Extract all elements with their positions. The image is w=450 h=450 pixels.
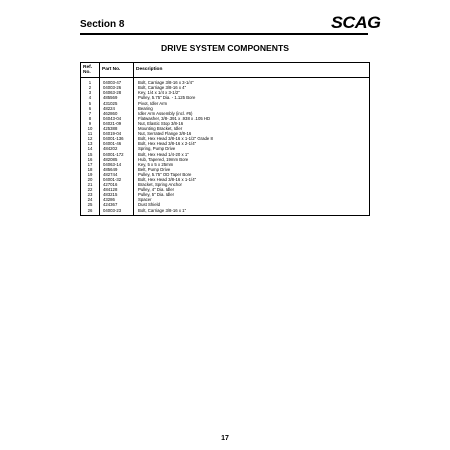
description-cell: Bolt, Hex Head 3/8-16 x 1-1/2" Grade 8 [134,136,370,141]
description-cell: Bolt, Carriage 3/8-16 x 3-1/4" [134,78,370,86]
description-cell: Pulley, 5.75" OD Taper Bore [134,172,370,177]
part-no-cell: 04003-47 [100,78,134,86]
ref-no-cell: 24 [81,197,100,202]
ref-no-cell: 25 [81,202,100,207]
ref-no-cell: 4 [81,95,100,100]
ref-no-cell: 14 [81,146,100,151]
part-no-cell: 04021-09 [100,121,134,126]
description-cell: Dust Shield [134,202,370,207]
part-no-cell: 484128 [100,187,134,192]
part-no-cell: 427016 [100,182,134,187]
table-row [81,78,370,86]
ref-no-cell: 7 [81,111,100,116]
part-no-cell: 425388 [100,126,134,131]
part-no-cell: 482085 [100,157,134,162]
ref-no-cell: 6 [81,106,100,111]
part-no-cell: 04063-28 [100,90,134,95]
part-no-cell: 424367 [100,202,134,207]
part-no-cell: 43286 [100,197,134,202]
description-cell: Key, 5 x 5 x 25mm [134,162,370,167]
ref-no-cell: 15 [81,152,100,157]
ref-header-line2: No. [83,70,91,76]
brand-logo: SCAG [331,13,381,32]
column-header-ref-no [81,63,100,78]
part-no-cell: 485649 [100,167,134,172]
ref-no-cell: 3 [81,90,100,95]
table-row [81,208,370,216]
description-cell: Pulley, 4" Dia. Idler [134,187,370,192]
section-title: Section 8 [80,19,125,30]
part-no-cell: 04001-172 [100,152,134,157]
part-no-cell: 483215 [100,192,134,197]
ref-no-cell: 2 [81,85,100,90]
ref-no-cell: 16 [81,157,100,162]
description-cell: Belt, Pump Drive [134,167,370,172]
description-cell: Pulley, 5.75" Dia. - 1.125 Bore [134,95,370,100]
ref-no-cell: 5 [81,101,100,106]
part-no-cell: 04001-136 [100,136,134,141]
ref-no-cell: 26 [81,208,100,216]
description-cell: Bracket, Spring Anchor [134,182,370,187]
header-rule [80,33,368,35]
description-cell: Bolt, Hex Head 3/8-16 x 1-1/4" [134,177,370,182]
ref-no-cell: 12 [81,136,100,141]
ref-header-line1: Ref. [83,64,93,70]
part-no-cell: 04003-23 [100,208,134,216]
table-header-row [81,63,370,78]
page-number: 17 [221,435,229,442]
parts-table [80,62,370,216]
part-no-cell: 482744 [100,172,134,177]
part-no-cell: 04063-14 [100,162,134,167]
part-no-cell: 431025 [100,101,134,106]
ref-no-cell: 20 [81,177,100,182]
description-cell: Pulley, 5" Dia. Idler [134,192,370,197]
ref-no-cell: 1 [81,78,100,86]
part-no-cell: 04001-32 [100,177,134,182]
ref-no-cell: 13 [81,141,100,146]
description-cell: Hub, Tapered, 19mm Bore [134,157,370,162]
description-cell: Spring, Pump Drive [134,146,370,151]
description-cell: Nut, Serrated Flange 3/8-16 [134,131,370,136]
description-cell: Mounting Bracket, Idler [134,126,370,131]
description-cell: Flatwasher, 3/8-.391 x .938 x .105 HD [134,116,370,121]
part-no-cell: 04001-46 [100,141,134,146]
part-no-cell: 484202 [100,146,134,151]
ref-no-cell: 10 [81,126,100,131]
ref-no-cell: 11 [81,131,100,136]
ref-no-cell: 17 [81,162,100,167]
ref-no-cell: 23 [81,192,100,197]
part-no-cell: 04043-04 [100,116,134,121]
description-cell: Nut, Elastic Stop 3/8-16 [134,121,370,126]
part-no-cell: 04003-26 [100,85,134,90]
document-title: DRIVE SYSTEM COMPONENTS [161,43,289,53]
description-cell: Pivot, Idler Arm [134,101,370,106]
ref-no-cell: 8 [81,116,100,121]
description-cell: Bolt, Hex Head 3/8-16 x 2-1/4" [134,141,370,146]
description-cell: Bearing [134,106,370,111]
ref-no-cell: 22 [81,187,100,192]
description-cell: Bolt, Carriage 3/8-16 x 1" [134,208,370,216]
description-cell: Spacer [134,197,370,202]
description-cell: Key, 1/4 x 1/4 x 3-1/2" [134,90,370,95]
description-cell: Idler Arm Assembly (incl. #6) [134,111,370,116]
ref-no-cell: 21 [81,182,100,187]
ref-no-cell: 9 [81,121,100,126]
description-cell: Bolt, Hex Head 1/4-20 x 1" [134,152,370,157]
column-header-part-no: Part No. [100,63,134,78]
column-header-description: Description [134,63,370,78]
ref-no-cell: 18 [81,167,100,172]
part-no-cell: 48224 [100,106,134,111]
part-no-cell: 485569 [100,95,134,100]
description-cell: Bolt, Carriage 3/8-16 x 4" [134,85,370,90]
ref-no-cell: 19 [81,172,100,177]
part-no-cell: 04019-04 [100,131,134,136]
part-no-cell: 462860 [100,111,134,116]
